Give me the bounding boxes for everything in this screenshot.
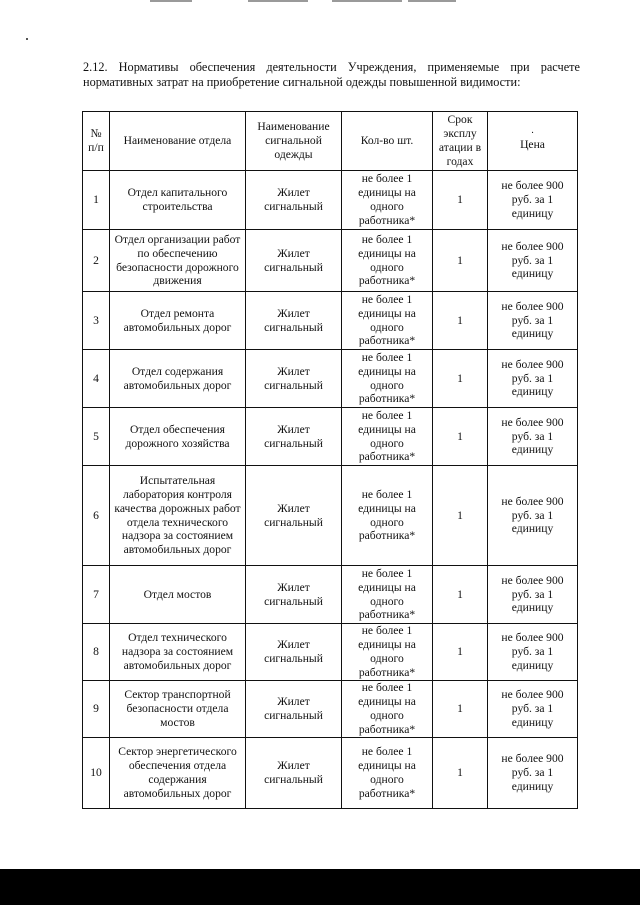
cell-num: 1 xyxy=(83,171,110,230)
table-row xyxy=(83,408,578,466)
cell-term: 1 xyxy=(433,408,488,466)
table-row xyxy=(83,624,578,681)
cell-clothing: Жилет сигнальный xyxy=(246,408,342,466)
cell-price: не более 900 руб. за 1 единицу xyxy=(488,408,578,466)
cell-num: 7 xyxy=(83,566,110,624)
cell-num: 6 xyxy=(83,466,110,566)
table-row xyxy=(83,171,578,230)
cell-clothing: Жилет сигнальный xyxy=(246,738,342,809)
header-price xyxy=(488,112,578,171)
cell-clothing: Жилет сигнальный xyxy=(246,466,342,566)
cell-department: Отдел содержания автомобильных дорог xyxy=(110,350,246,408)
cell-department: Отдел ремонта автомобильных дорог xyxy=(110,292,246,350)
table-row xyxy=(83,566,578,624)
scan-bottom-border xyxy=(0,869,640,905)
table-row xyxy=(83,292,578,350)
cell-num: 10 xyxy=(83,738,110,809)
norms-table xyxy=(82,111,578,809)
cell-num: 4 xyxy=(83,350,110,408)
cell-department: Отдел мостов xyxy=(110,566,246,624)
cell-term: 1 xyxy=(433,738,488,809)
cell-quantity: не более 1 единицы на одного работника* xyxy=(342,230,433,292)
cell-num: 9 xyxy=(83,681,110,738)
header-clothing: Наименование сигнальной одежды xyxy=(246,112,342,171)
cell-quantity: не более 1 единицы на одного работника* xyxy=(342,292,433,350)
header-price-mark: · xyxy=(530,128,535,140)
cell-quantity: не более 1 единицы на одного работника* xyxy=(342,171,433,230)
cell-department: Отдел обеспечения дорожного хозяйства xyxy=(110,408,246,466)
header-term: Срок эксплу атации в годах xyxy=(433,112,488,171)
cell-clothing: Жилет сигнальный xyxy=(246,566,342,624)
table-row xyxy=(83,466,578,566)
cell-price: не более 900 руб. за 1 единицу xyxy=(488,681,578,738)
cell-quantity: не более 1 единицы на одного работника* xyxy=(342,624,433,681)
header-quantity: Кол-во шт. xyxy=(342,112,433,171)
header-price-label: Цена xyxy=(520,138,545,152)
cell-price: не более 900 руб. за 1 единицу xyxy=(488,738,578,809)
cell-department: Отдел технического надзора за состоянием автомобильных дорог xyxy=(110,624,246,681)
cell-clothing: Жилет сигнальный xyxy=(246,292,342,350)
cell-term: 1 xyxy=(433,171,488,230)
cell-clothing: Жилет сигнальный xyxy=(246,681,342,738)
table-row xyxy=(83,681,578,738)
cell-quantity: не более 1 единицы на одного работника* xyxy=(342,466,433,566)
cell-price: не более 900 руб. за 1 единицу xyxy=(488,350,578,408)
cell-clothing: Жилет сигнальный xyxy=(246,230,342,292)
cell-quantity: не более 1 единицы на одного работника* xyxy=(342,350,433,408)
scan-artifact-top xyxy=(332,0,402,2)
scan-artifact-dot xyxy=(26,38,28,40)
header-department: Наименование отдела xyxy=(110,112,246,171)
cell-clothing: Жилет сигнальный xyxy=(246,171,342,230)
cell-num: 5 xyxy=(83,408,110,466)
cell-price: не более 900 руб. за 1 единицу xyxy=(488,292,578,350)
cell-department: Отдел организации работ по обеспечению безопасности дорожного движения xyxy=(110,230,246,292)
cell-term: 1 xyxy=(433,466,488,566)
cell-price: не более 900 руб. за 1 единицу xyxy=(488,466,578,566)
cell-term: 1 xyxy=(433,350,488,408)
cell-term: 1 xyxy=(433,566,488,624)
cell-quantity: не более 1 единицы на одного работника* xyxy=(342,681,433,738)
cell-term: 1 xyxy=(433,681,488,738)
cell-num: 8 xyxy=(83,624,110,681)
cell-num: 2 xyxy=(83,230,110,292)
table-header-row xyxy=(83,112,578,171)
table-row xyxy=(83,350,578,408)
cell-quantity: не более 1 единицы на одного работника* xyxy=(342,738,433,809)
cell-clothing: Жилет сигнальный xyxy=(246,624,342,681)
cell-department: Отдел капитального строительства xyxy=(110,171,246,230)
scan-artifact-top xyxy=(248,0,308,2)
cell-term: 1 xyxy=(433,230,488,292)
cell-num: 3 xyxy=(83,292,110,350)
scan-artifact-top xyxy=(408,0,456,2)
scan-artifact-top xyxy=(150,0,192,2)
table-row xyxy=(83,738,578,809)
cell-price: не более 900 руб. за 1 единицу xyxy=(488,230,578,292)
cell-price: не более 900 руб. за 1 единицу xyxy=(488,566,578,624)
cell-quantity: не более 1 единицы на одного работника* xyxy=(342,408,433,466)
cell-price: не более 900 руб. за 1 единицу xyxy=(488,624,578,681)
cell-clothing: Жилет сигнальный xyxy=(246,350,342,408)
cell-department: Испытательная лаборатория контроля качества дорожных работ отдела технического надзора за состоянием автомобильных дорог xyxy=(110,466,246,566)
table-row xyxy=(83,230,578,292)
header-num: № п/п xyxy=(83,112,110,171)
cell-department: Сектор транспортной безопасности отдела мостов xyxy=(110,681,246,738)
cell-price: не более 900 руб. за 1 единицу xyxy=(488,171,578,230)
cell-term: 1 xyxy=(433,292,488,350)
cell-department: Сектор энергетического обеспечения отдела содержания автомобильных дорог xyxy=(110,738,246,809)
section-heading: 2.12. Нормативы обеспечения деятельности Учреждения, применяемые при расчете нормативных затрат на приобретение сигнальной одежды повышенной видимости: xyxy=(83,60,580,89)
cell-quantity: не более 1 единицы на одного работника* xyxy=(342,566,433,624)
cell-term: 1 xyxy=(433,624,488,681)
